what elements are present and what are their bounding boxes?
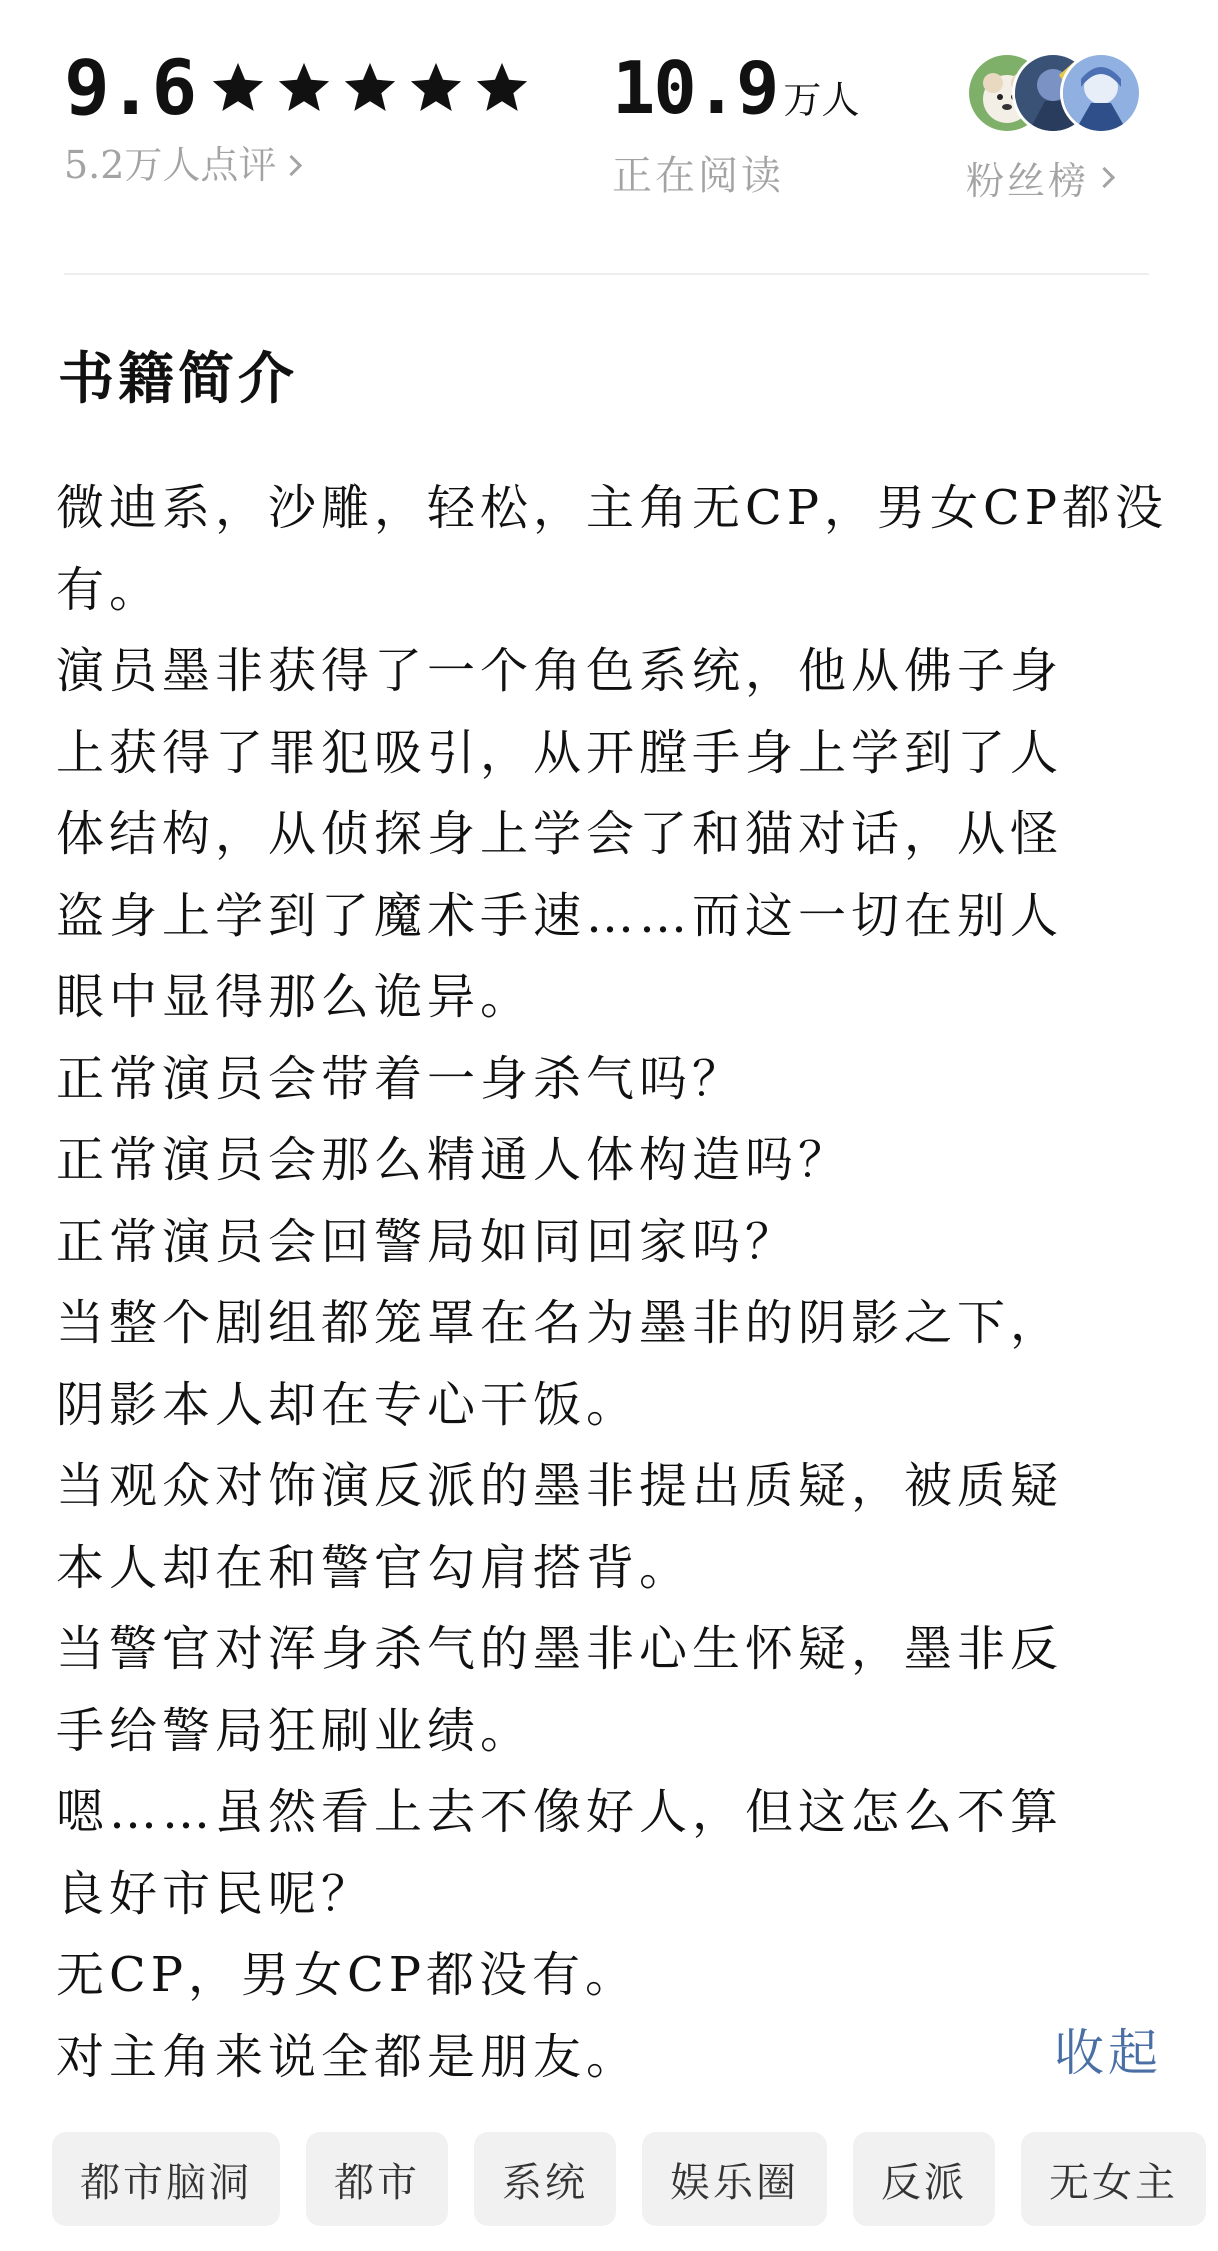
readers-block — [612, 42, 859, 201]
synopsis-line: 无CP，男女CP都没有。 — [56, 1947, 639, 2003]
readers-label: 正在阅读 — [612, 153, 784, 199]
tag-chip[interactable]: 系统 — [474, 2132, 616, 2226]
synopsis-line: 正常演员会回警局如同回家吗？ — [56, 1213, 799, 1270]
synopsis-line: 盗身上学到了魔术手速……而这一切在别人 — [56, 887, 1064, 944]
synopsis-text — [56, 468, 1169, 2098]
synopsis-line: 上获得了罪犯吸引，从开膛手身上学到了人 — [56, 724, 1064, 781]
avatar — [1060, 52, 1142, 134]
divider — [64, 273, 1149, 275]
synopsis-line: 正常演员会那么精通人体构造吗？ — [56, 1132, 852, 1188]
synopsis-line: 本人却在和警官勾肩搭背。 — [56, 1539, 693, 1596]
synopsis-title: 书籍简介 — [58, 347, 298, 412]
star-icon — [341, 59, 399, 117]
synopsis-line: 当观众对饰演反派的墨非提出质疑，被质疑 — [56, 1458, 1064, 1514]
synopsis-line: 阴影本人却在专心干饭。 — [56, 1376, 640, 1433]
star-icon — [473, 59, 531, 117]
synopsis-line: 微迪系，沙雕，轻松，主角无CP，男女CP都没 — [56, 480, 1169, 536]
fans-ranking-link[interactable] — [966, 150, 1156, 205]
synopsis-line: 对主角来说全都是朋友。 — [56, 2028, 640, 2085]
tag-list — [52, 2132, 1206, 2226]
tag-chip[interactable]: 反派 — [853, 2132, 995, 2226]
tag-chip[interactable]: 都市 — [306, 2132, 448, 2226]
rating-stars — [209, 59, 531, 117]
fan-avatars — [966, 52, 1156, 132]
chevron-right-icon — [1094, 167, 1115, 188]
synopsis-line: 当警官对浑身杀气的墨非心生怀疑，墨非反 — [56, 1621, 1064, 1677]
synopsis-line: 体结构，从侦探身上学会了和猫对话，从怪 — [56, 806, 1064, 862]
rating-block[interactable] — [64, 42, 531, 187]
fans-ranking-label: 粉丝榜 — [966, 159, 1090, 203]
synopsis-line: 良好市民呢？ — [56, 1865, 375, 1922]
readers-unit: 万人 — [783, 78, 860, 122]
tag-chip[interactable]: 无女主 — [1021, 2132, 1206, 2226]
synopsis-line: 演员墨非获得了一个角色系统，他从佛子身 — [56, 643, 1064, 699]
readers-count: 10.9 — [612, 46, 778, 130]
synopsis-line: 手给警局狂刷业绩。 — [56, 1702, 534, 1759]
tag-chip[interactable]: 都市脑洞 — [52, 2132, 280, 2226]
synopsis-line: 眼中显得那么诡异。 — [56, 969, 534, 1025]
star-icon — [407, 59, 465, 117]
rating-score: 9.6 — [64, 43, 196, 132]
synopsis-line: 嗯……虽然看上去不像好人，但这怎么不算 — [56, 1784, 1064, 1840]
tag-chip[interactable]: 娱乐圈 — [642, 2132, 827, 2226]
book-stats-bar — [0, 0, 1218, 275]
chevron-right-icon — [281, 154, 302, 175]
star-icon — [275, 59, 333, 117]
synopsis-line: 有。 — [56, 561, 163, 618]
reviews-link[interactable] — [64, 143, 531, 187]
reviews-count-label: 5.2万人点评 — [64, 143, 277, 187]
fans-ranking-block[interactable] — [966, 52, 1156, 205]
collapse-button[interactable]: 收起 — [1054, 2024, 1162, 2082]
star-icon — [209, 59, 267, 117]
synopsis-line: 正常演员会带着一身杀气吗？ — [56, 1050, 746, 1107]
synopsis-line: 当整个剧组都笼罩在名为墨非的阴影之下， — [56, 1295, 1064, 1351]
